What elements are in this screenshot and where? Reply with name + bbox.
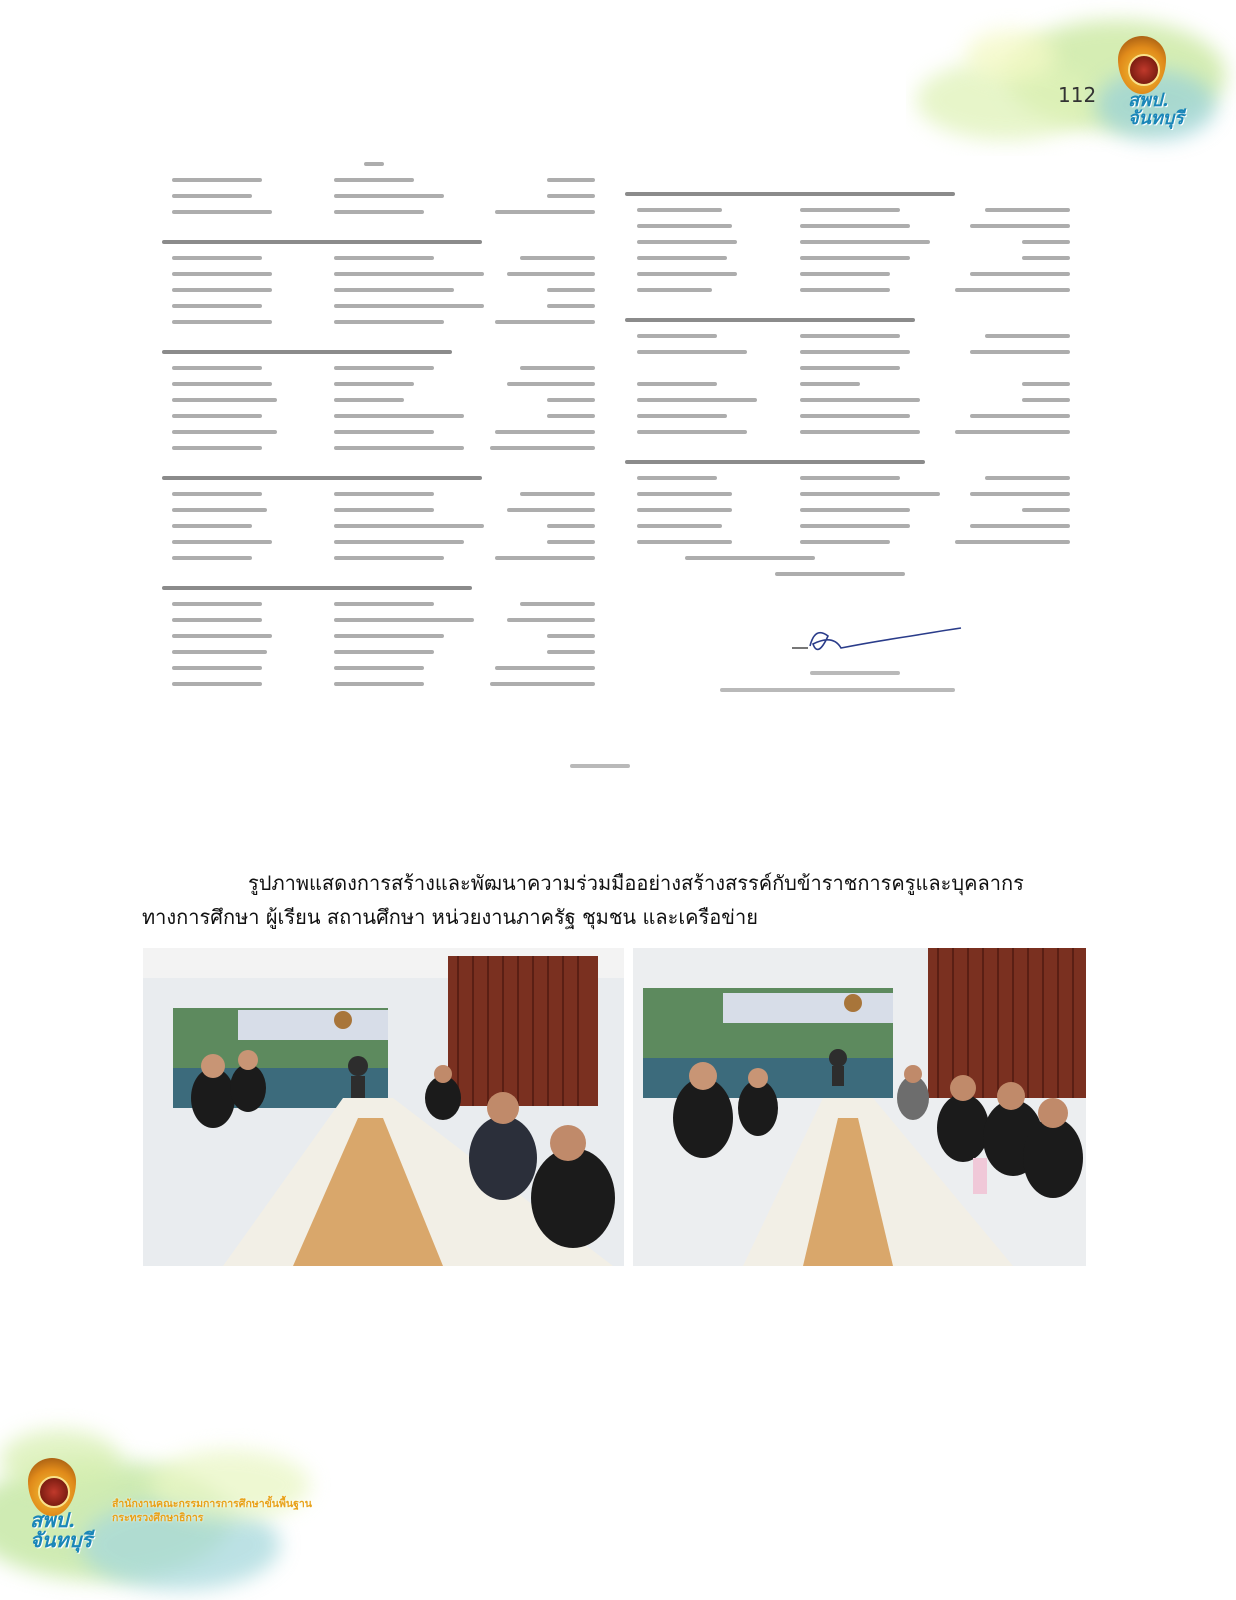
scanned-column-right	[625, 186, 1070, 582]
office-name: สำนักงานคณะกรรมการการศึกษาขั้นพื้นฐาน กระทรวงศึกษาธิการ	[112, 1498, 312, 1524]
scanned-document	[150, 156, 1090, 796]
logo-text-bottom: สพป. จันทบุรี	[30, 1508, 93, 1552]
meeting-photo-left	[143, 948, 624, 1266]
page-number: 112	[1058, 83, 1097, 107]
scanned-column-left	[150, 156, 595, 692]
figure-caption	[142, 866, 1072, 934]
logo-text-top: สพป. จันทบุรี	[1128, 90, 1184, 129]
caption-line-1: รูปภาพแสดงการสร้างและพัฒนาความร่วมมืออย่างสร้างสรรค์กับข้าราชการครูและบุคลากร	[248, 871, 1024, 895]
caption-line-2: ทางการศึกษา ผู้เรียน สถานศึกษา หน่วยงานภาครัฐ ชุมชน และเครือข่าย	[142, 905, 758, 929]
meeting-photo-right	[633, 948, 1086, 1266]
signature-icon	[790, 616, 970, 666]
